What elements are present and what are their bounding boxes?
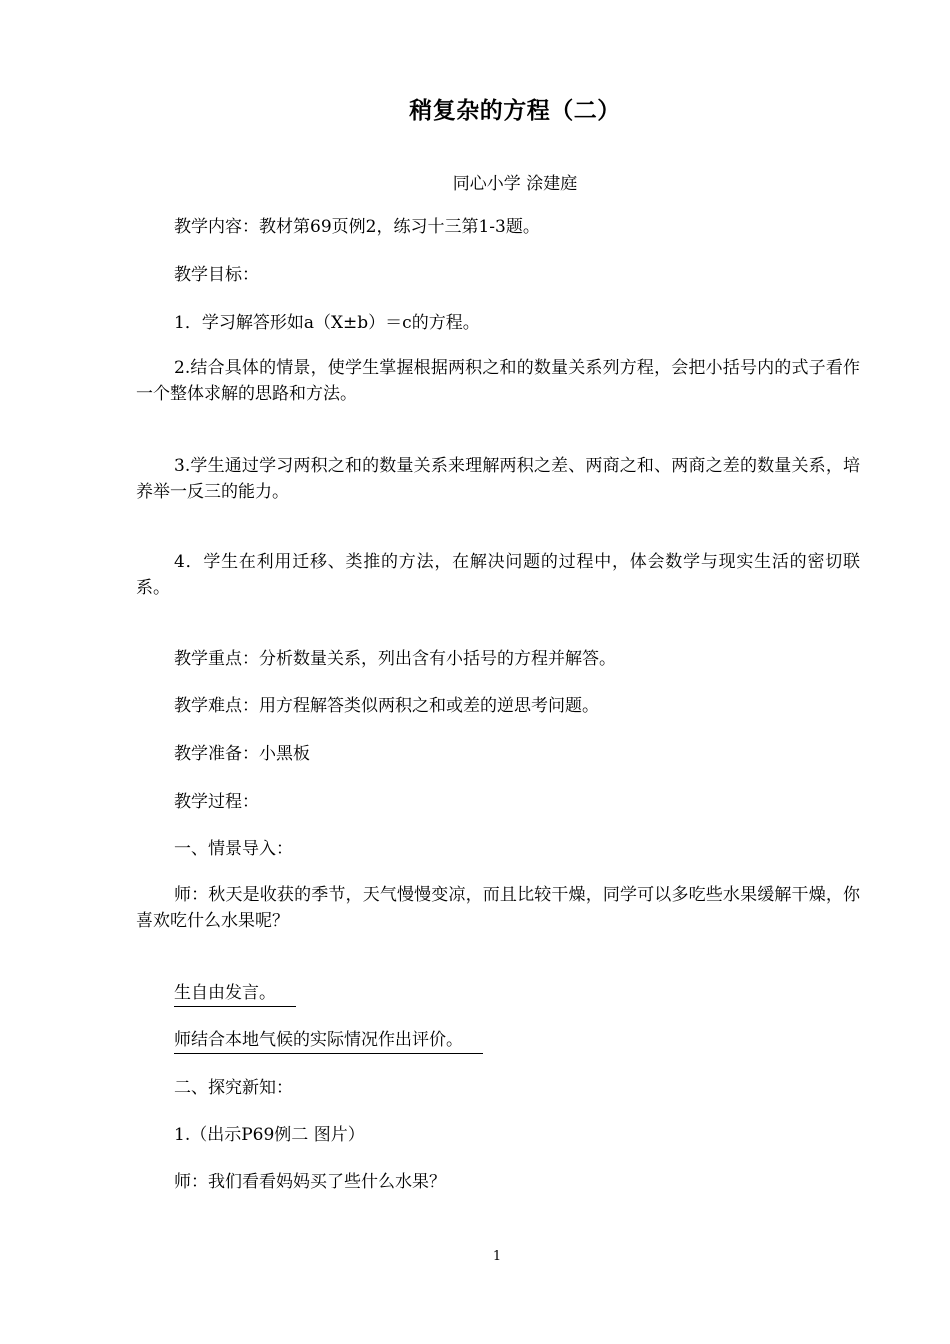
page-number: 1 [492, 1249, 502, 1264]
step-1: 1.（出示P69例二 图片） [174, 1125, 365, 1145]
goal-2: 2.结合具体的情景，使学生掌握根据两积之和的数量关系列方程，会把小括号内的式子看作一个整体求解的思路和方法。 [136, 358, 860, 404]
section-2-heading: 二、探究新知： [174, 1078, 293, 1098]
document-author: 同心小学 涂建庭 [452, 174, 578, 194]
goal-1: 1．学习解答形如a（X±b）＝c的方程。 [174, 313, 480, 333]
difficulty: 教学难点：用方程解答类似两积之和或差的逆思考问题。 [174, 696, 599, 716]
teacher-line-3: 师：我们看看妈妈买了些什么水果？ [174, 1172, 446, 1192]
teacher-line-2-wrap [174, 1027, 864, 1054]
section-1-heading: 一、情景导入： [174, 839, 293, 859]
document-title: 稍复杂的方程（二） [409, 97, 621, 124]
student-line-1: 生自由发言。 [174, 982, 296, 1007]
teaching-content: 教学内容：教材第69页例2，练习十三第1-3题。 [174, 217, 540, 237]
preparation: 教学准备：小黑板 [174, 744, 310, 764]
student-line-1-wrap [174, 980, 864, 1007]
teacher-line-1: 师：秋天是收获的季节，天气慢慢变凉，而且比较干燥，同学可以多吃些水果缓解干燥，你喜欢吃什么水果呢？ [136, 885, 860, 931]
goal-4: 4．学生在利用迁移、类推的方法，在解决问题的过程中，体会数学与现实生活的密切联系。 [136, 552, 860, 598]
goals-heading: 教学目标： [174, 265, 259, 285]
teacher-line-2: 师结合本地气候的实际情况作出评价。 [174, 1029, 483, 1054]
key-point: 教学重点：分析数量关系，列出含有小括号的方程并解答。 [174, 649, 616, 669]
goal-3: 3.学生通过学习两积之和的数量关系来理解两积之差、两商之和、两商之差的数量关系，培养举一反三的能力。 [136, 456, 860, 502]
process-heading: 教学过程： [174, 792, 259, 812]
